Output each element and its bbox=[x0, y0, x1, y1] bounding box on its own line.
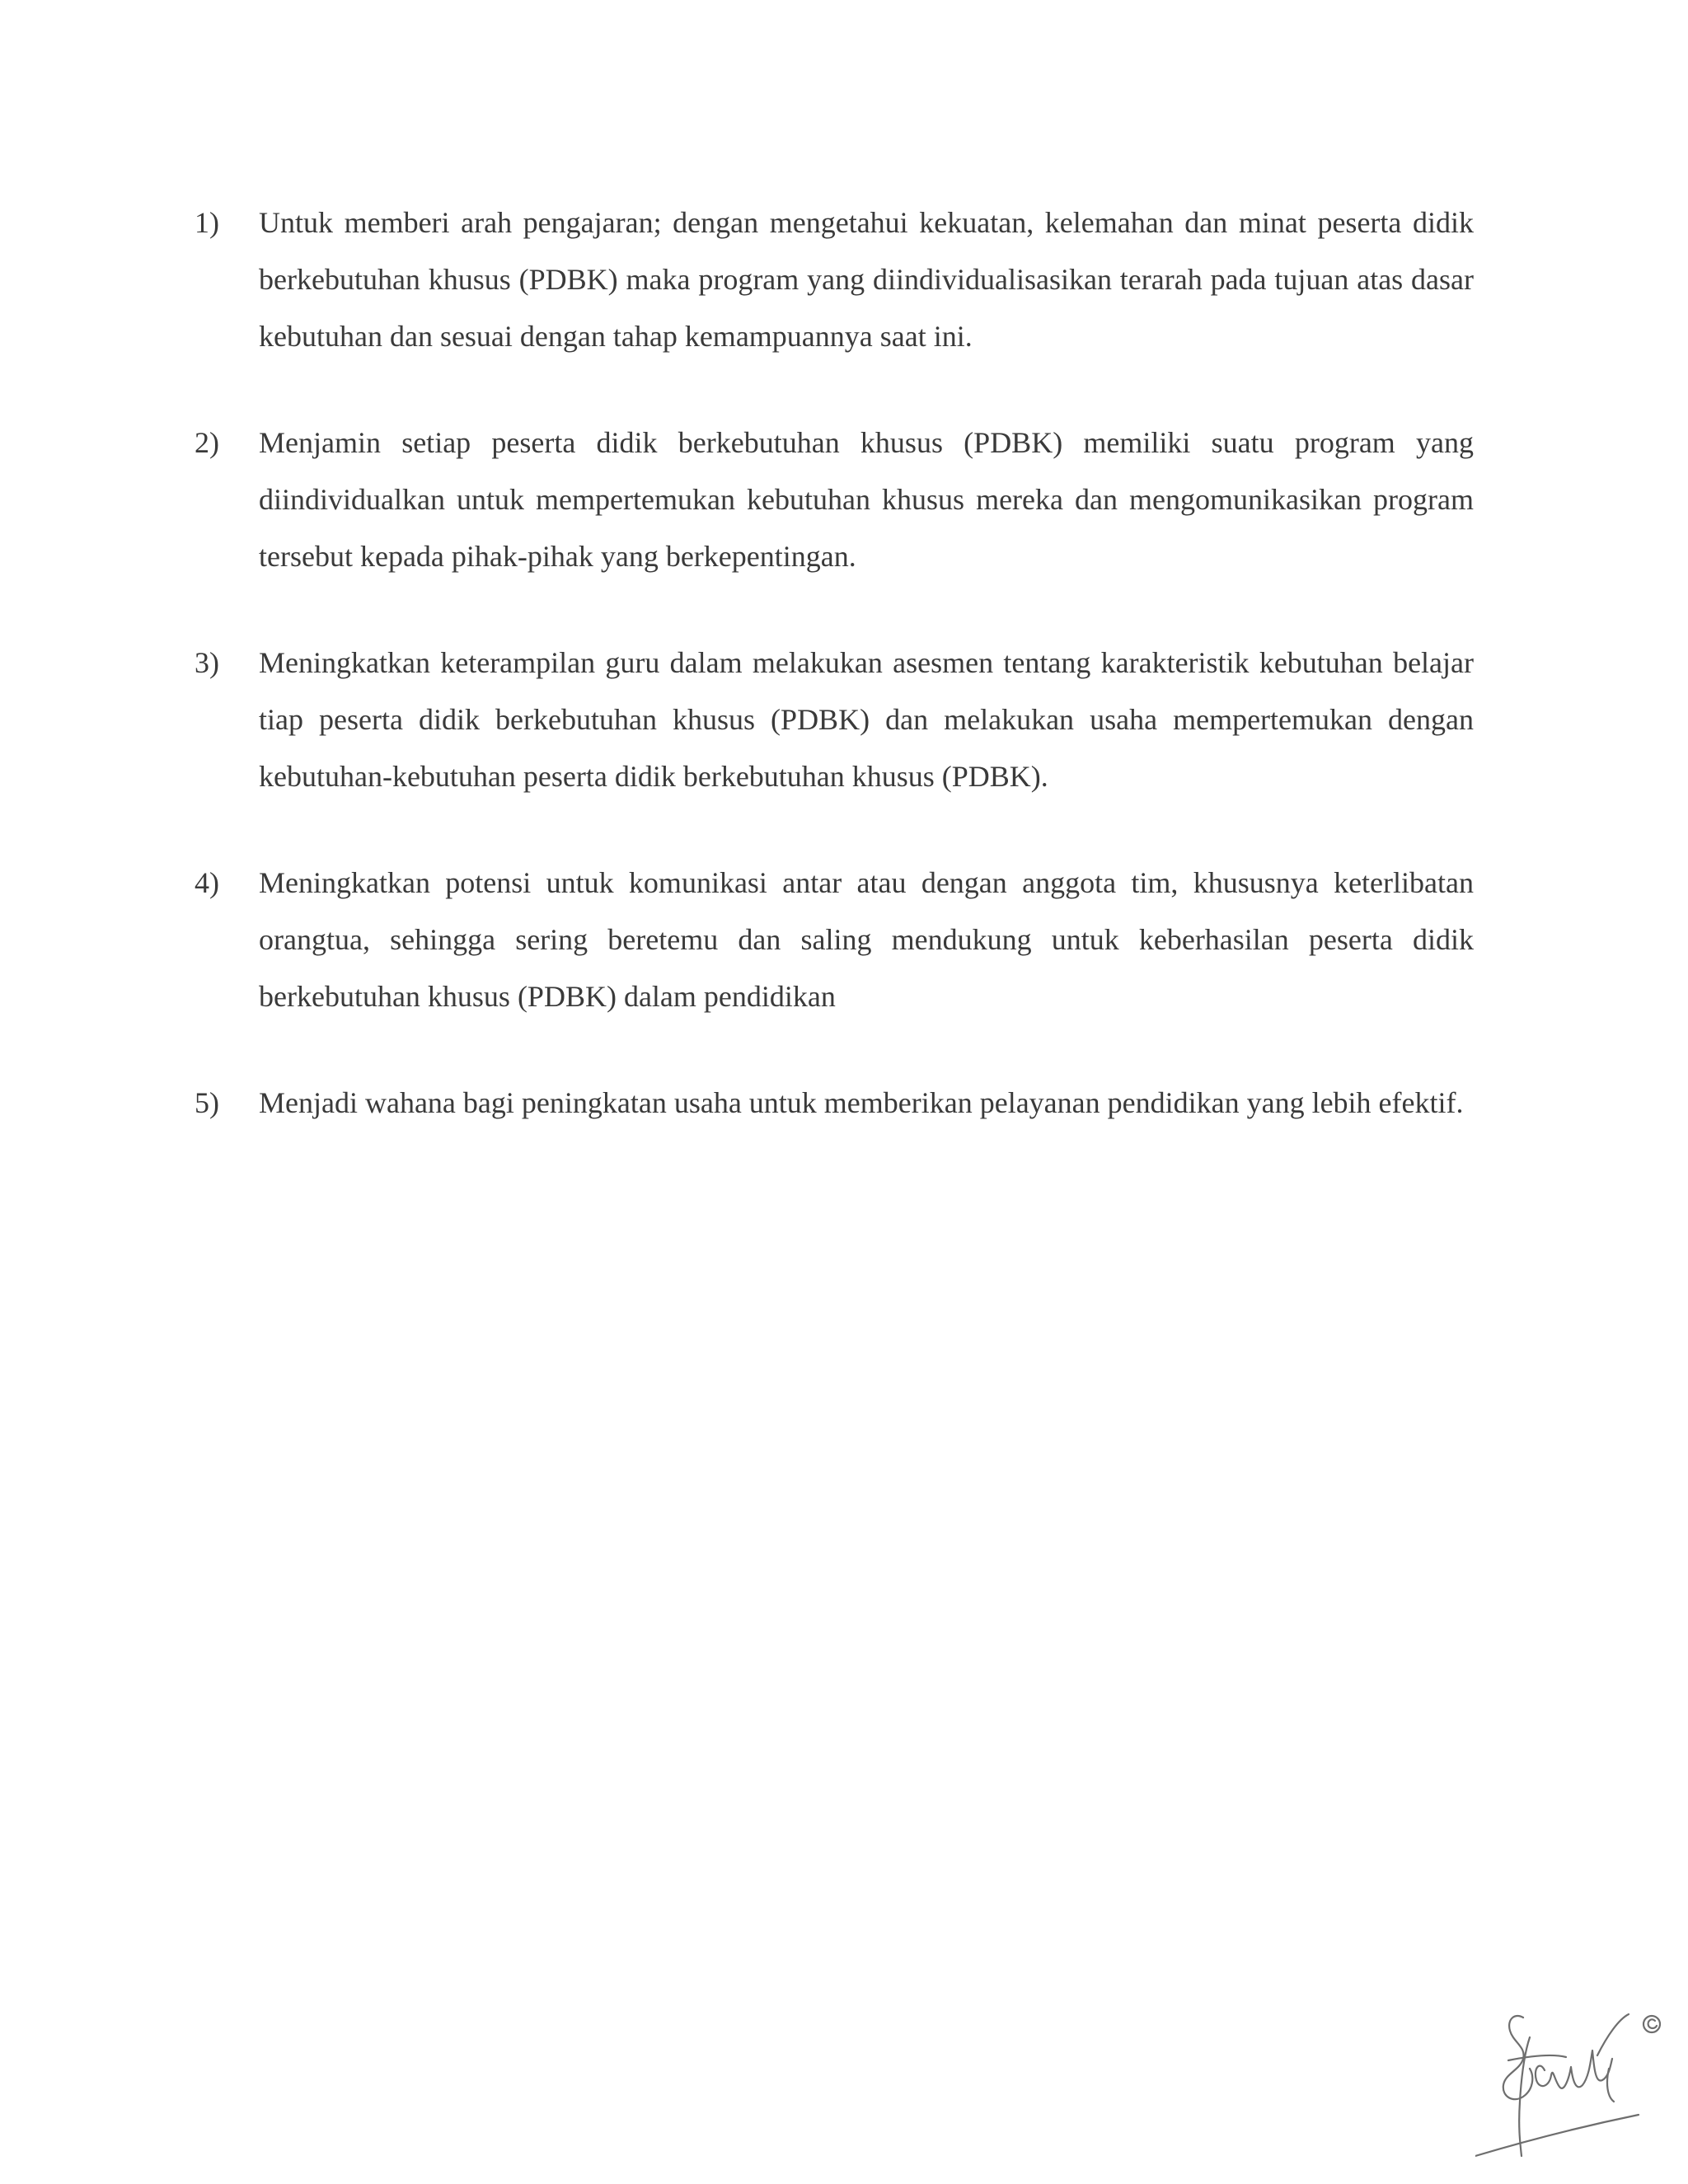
list-item bbox=[195, 194, 1474, 365]
list-item-number: 1) bbox=[195, 206, 219, 239]
list-item-number: 4) bbox=[195, 866, 219, 899]
list-item-number: 2) bbox=[195, 426, 219, 459]
list-item-text: Untuk memberi arah pengajaran; dengan mengetahui kekuatan, kelemahan dan minat peserta didik berkebutuhan khusus (PDBK) maka program yang diindividualisasikan terarah pada tujuan atas dasar kebutuhan dan sesuai dengan tahap kemampuannya saat ini. bbox=[259, 206, 1474, 353]
list-item-number: 3) bbox=[195, 646, 219, 679]
list-item-text: Menjadi wahana bagi peningkatan usaha untuk memberikan pelayanan pendidikan yang lebih efektif. bbox=[259, 1086, 1464, 1119]
list-item-text: Meningkatkan keterampilan guru dalam melakukan asesmen tentang karakteristik kebutuhan belajar tiap peserta didik berkebutuhan khusus (PDBK) dan melakukan usaha mempertemukan dengan kebutuhan-kebutuhan peserta didik berkebutuhan khusus (PDBK). bbox=[259, 646, 1474, 793]
list-item bbox=[195, 855, 1474, 1025]
list-item-text: Meningkatkan potensi untuk komunikasi antar atau dengan anggota tim, khususnya keterlibatan orangtua, sehingga sering beretemu dan saling mendukung untuk keberhasilan peserta didik berkebutuhan khusus (PDBK) dalam pendidikan bbox=[259, 866, 1474, 1013]
list-item-text: Menjamin setiap peserta didik berkebutuhan khusus (PDBK) memiliki suatu program yang diindividualkan untuk mempertemukan kebutuhan khusus mereka dan mengomunikasikan program tersebut kepada pihak-pihak yang berkepentingan. bbox=[259, 426, 1474, 573]
list-item bbox=[195, 415, 1474, 585]
list-item bbox=[195, 1075, 1474, 1132]
numbered-list bbox=[195, 194, 1474, 1181]
list-item bbox=[195, 635, 1474, 805]
handwritten-signature-icon bbox=[1475, 1994, 1673, 2168]
list-item-number: 5) bbox=[195, 1086, 219, 1119]
